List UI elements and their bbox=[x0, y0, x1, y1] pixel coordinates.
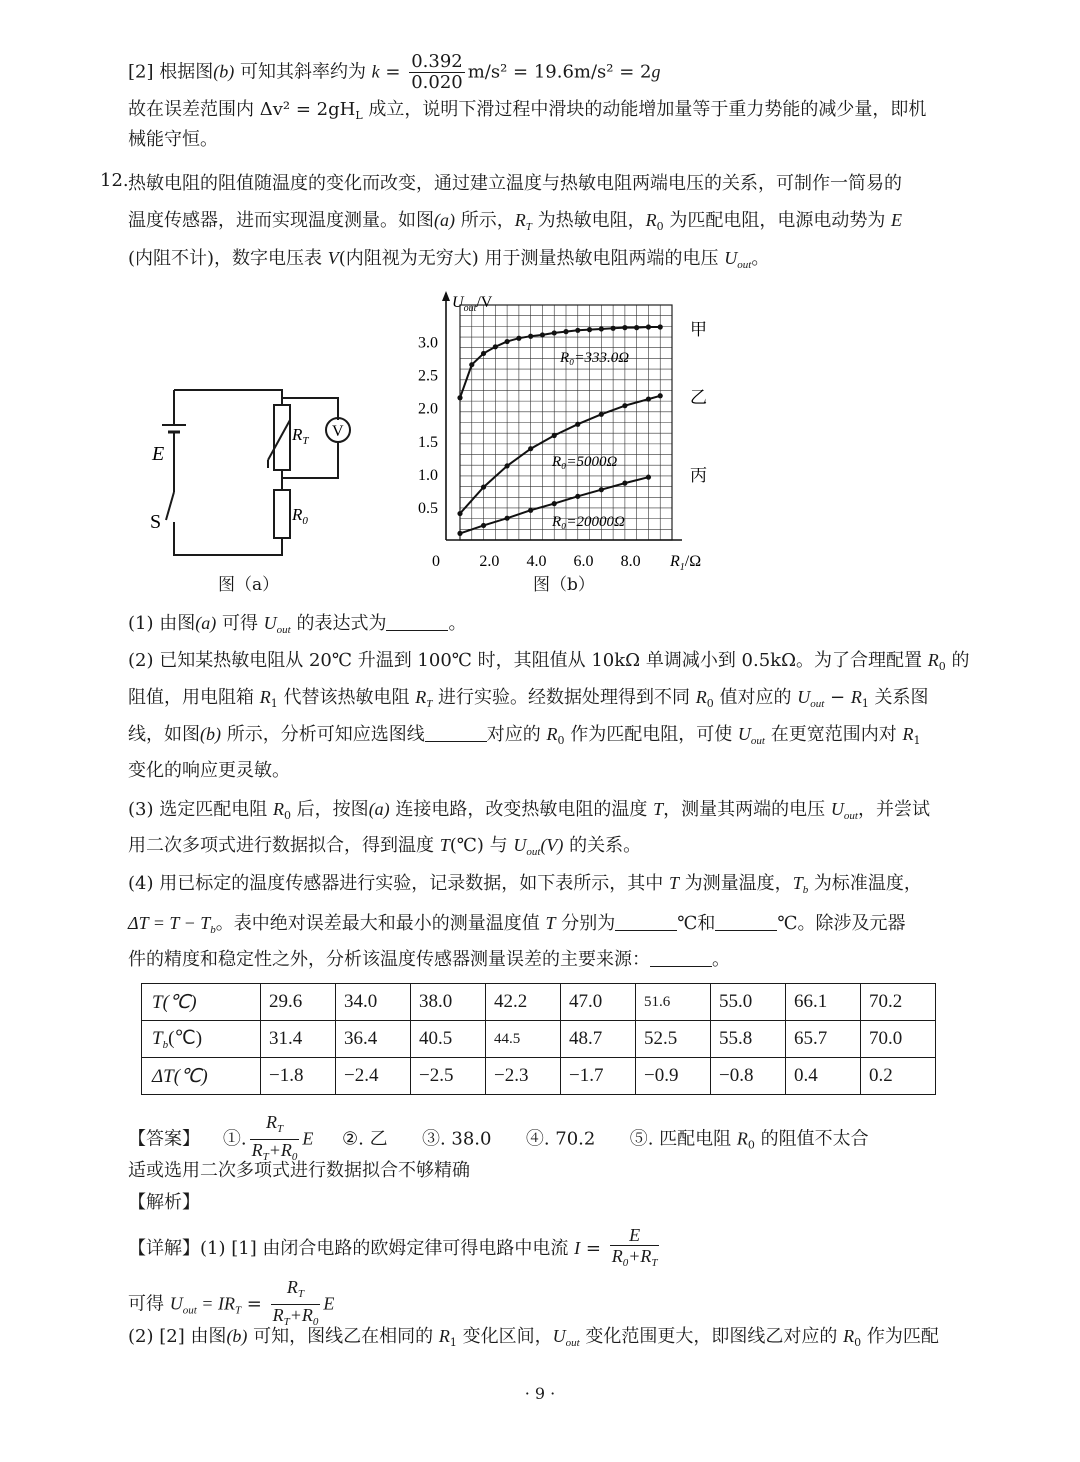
figure-b-caption: 图（b） bbox=[533, 575, 595, 595]
analysis-line-2: 可得 $U_{out} = IR_T$ = $\frac{R_T}{R_T+R_0}$ E bbox=[128, 1277, 334, 1332]
data-point bbox=[552, 433, 557, 438]
part-3-line-2: 用二次多项式进行数据拟合，得到温度 T(℃) 与 $U_{out}(V)$ 的关系。 bbox=[128, 835, 642, 858]
answer-blank-2[interactable] bbox=[425, 723, 487, 742]
y-tick-label: 1.5 bbox=[418, 433, 438, 451]
data-point bbox=[505, 463, 510, 468]
data-point bbox=[457, 531, 462, 536]
question-line-2: 温度传感器，进而实现温度测量。如图(a) 所示，$R_T$ 为热敏电阻，$R_0$ 为匹配电阻，电源电动势为 E bbox=[128, 210, 903, 233]
circuit-label-R0: $R_0$ bbox=[292, 505, 308, 527]
table-cell: −1.7 bbox=[561, 1058, 636, 1095]
part-1: (1) 由图(a) 可得 $U_{out}$ 的表达式为 。 bbox=[128, 613, 467, 636]
data-point bbox=[658, 393, 663, 398]
answer-blank-5[interactable] bbox=[650, 948, 712, 967]
intro-line-1: [2] 根据图(b) 可知其斜率约为 k = $\frac{0.392}{0.020}$ m/s² = 19.6m/s² = 2g bbox=[128, 51, 661, 93]
data-point bbox=[622, 325, 627, 330]
table-cell: 70.0 bbox=[861, 1021, 936, 1058]
chart-ticks bbox=[418, 335, 641, 570]
table-cell: 55.8 bbox=[711, 1021, 786, 1058]
analysis-label: 【解析】 bbox=[128, 1192, 200, 1213]
series-name-label: 丙 bbox=[690, 466, 707, 485]
data-point bbox=[528, 446, 533, 451]
table-cell: 42.2 bbox=[486, 984, 561, 1021]
answer-fraction: $\frac{R_T}{R_T+R_0}$ bbox=[251, 1112, 298, 1163]
data-point bbox=[481, 351, 486, 356]
table-cell: 55.0 bbox=[711, 984, 786, 1021]
data-point bbox=[587, 327, 592, 332]
intro-line-3: 械能守恒。 bbox=[128, 129, 218, 150]
table-cell: 66.1 bbox=[786, 984, 861, 1021]
question-line-3: (内阻不计)，数字电压表 V(内阻视为无穷大) 用于测量热敏电阻两端的电压 $U_{out}$。 bbox=[128, 248, 770, 271]
table-cell: −2.5 bbox=[411, 1058, 486, 1095]
y-tick-label: 2.0 bbox=[418, 400, 438, 418]
table-cell: 38.0 bbox=[411, 984, 486, 1021]
chart-axes bbox=[442, 291, 682, 540]
circuit-label-E: E bbox=[152, 443, 165, 465]
analysis-line-1: 【详解】(1) [1] 由闭合电路的欧姆定律可得电路中电流 I = $\frac{E}{R_0+R_T}$ bbox=[128, 1225, 662, 1273]
table-cell: 36.4 bbox=[336, 1021, 411, 1058]
table-cell: 65.7 bbox=[786, 1021, 861, 1058]
data-point bbox=[646, 475, 651, 480]
part-2-line-2: 阻值，用电阻箱 $R_1$ 代替该热敏电阻 $R_T$ 进行实验。经数据处理得到不同 $R_0$ 值对应的 $U_{out} - R_1$ 关系图 bbox=[128, 687, 929, 710]
chart-x-label: $R_1/\Omega$ bbox=[670, 553, 702, 573]
data-point bbox=[658, 324, 663, 329]
table-row bbox=[142, 1058, 936, 1095]
table-row bbox=[142, 984, 936, 1021]
data-point bbox=[599, 412, 604, 417]
data-point bbox=[516, 336, 521, 341]
data-point bbox=[481, 523, 486, 528]
table-cell: −2.4 bbox=[336, 1058, 411, 1095]
part-2-line-1: (2) 已知某热敏电阻从 20℃ 升温到 100℃ 时，其阻值从 10kΩ 单调减小到 0.5kΩ。为了合理配置 $R_0$ 的 bbox=[128, 650, 970, 673]
part-2-line-3: 线，如图(b) 所示，分析可知应选图线 对应的 $R_0$ 作为匹配电阻，可使 $U_{out}$ 在更宽范围内对 $R_1$ bbox=[128, 724, 921, 747]
series-annotation: R₀=5000Ω bbox=[552, 454, 618, 470]
table-cell: −2.3 bbox=[486, 1058, 561, 1095]
x-tick-label: 6.0 bbox=[573, 553, 594, 570]
answer-blank-4[interactable] bbox=[715, 912, 777, 931]
table-cell: 70.2 bbox=[861, 984, 936, 1021]
figure-a-caption: 图（a） bbox=[218, 575, 280, 595]
page-number: · 9 · bbox=[524, 1384, 556, 1403]
table-cell: 0.4 bbox=[786, 1058, 861, 1095]
table-cell: 47.0 bbox=[561, 984, 636, 1021]
table-header-dT: ΔT(℃) bbox=[142, 1058, 261, 1095]
data-point bbox=[457, 511, 462, 516]
answer-blank-3[interactable] bbox=[615, 912, 677, 931]
y-tick-label: 0.5 bbox=[418, 499, 438, 517]
answer-line-1: 【答案】 ①. $\frac{R_T}{R_T+R_0}$ E ②. 乙 ③. 38.0 ④. 70.2 ⑤. 匹配电阻 $R_0$ 的阻值不太合 bbox=[128, 1112, 869, 1167]
intro-line-2: 故在误差范围内 $\Delta v^2 = 2gH_L$ 成立，说明下滑过程中滑块的动能增加量等于重力势能的减少量，即机 bbox=[128, 99, 927, 122]
data-point bbox=[634, 325, 639, 330]
y-tick-label: 2.5 bbox=[418, 367, 438, 385]
y-axis-arrow bbox=[442, 291, 450, 301]
chart-uout-vs-r1 bbox=[400, 285, 730, 575]
table-cell: −1.8 bbox=[261, 1058, 336, 1095]
table-cell: 29.6 bbox=[261, 984, 336, 1021]
data-point bbox=[622, 403, 627, 408]
series-name-label: 甲 bbox=[690, 320, 707, 339]
data-point bbox=[540, 332, 545, 337]
data-point bbox=[575, 494, 580, 499]
table-cell: 44.5 bbox=[486, 1021, 561, 1058]
part-2-line-4: 变化的响应更灵敏。 bbox=[128, 760, 290, 781]
x-tick-label: 4.0 bbox=[526, 553, 547, 570]
answer-blank-1[interactable] bbox=[386, 612, 448, 631]
table-cell: 51.6 bbox=[636, 984, 711, 1021]
circuit-label-S: S bbox=[150, 511, 162, 533]
question-line-1: 热敏电阻的阻值随温度的变化而改变，通过建立温度与热敏电阻两端电压的关系，可制作一简易的 bbox=[128, 173, 902, 194]
x-tick-label: 8.0 bbox=[620, 553, 641, 570]
table-cell: 31.4 bbox=[261, 1021, 336, 1058]
data-point bbox=[469, 362, 474, 367]
part-3-line-1: (3) 选定匹配电阻 $R_0$ 后，按图(a) 连接电路，改变热敏电阻的温度 T，测量其两端的电压 $U_{out}$，并尝试 bbox=[128, 799, 930, 822]
data-point bbox=[481, 484, 486, 489]
circuit-diagram bbox=[140, 380, 370, 570]
data-point bbox=[646, 396, 651, 401]
data-point bbox=[575, 422, 580, 427]
data-point bbox=[493, 344, 498, 349]
data-point bbox=[599, 487, 604, 492]
table-header-T: T(℃) bbox=[142, 984, 261, 1021]
circuit-label-RT: $R_T$ bbox=[292, 425, 309, 447]
table-cell: 52.5 bbox=[636, 1021, 711, 1058]
x-tick-label: 2.0 bbox=[479, 553, 500, 570]
part-4-line-1: (4) 用已标定的温度传感器进行实验，记录数据，如下表所示，其中 T 为测量温度，$T_b$ 为标准温度， bbox=[128, 873, 922, 896]
y-tick-label: 3.0 bbox=[418, 334, 438, 352]
table-header-Tb: $T_b(℃)$ bbox=[142, 1021, 261, 1058]
table-cell: 48.7 bbox=[561, 1021, 636, 1058]
part-4-line-3: 件的精度和稳定性之外，分析该温度传感器测量误差的主要来源： 。 bbox=[128, 949, 730, 970]
data-point bbox=[505, 339, 510, 344]
answer-line-2: 适或选用二次多项式进行数据拟合不够精确 bbox=[128, 1160, 470, 1181]
chart-series bbox=[457, 320, 707, 536]
table-cell: 34.0 bbox=[336, 984, 411, 1021]
data-point bbox=[528, 334, 533, 339]
data-point bbox=[622, 481, 627, 486]
series-annotation: R₀=20000Ω bbox=[552, 514, 625, 530]
chart-grid bbox=[460, 305, 672, 540]
data-point bbox=[611, 326, 616, 331]
chart-origin-label: 0 bbox=[432, 553, 440, 570]
temperature-table bbox=[141, 983, 936, 1095]
data-point bbox=[646, 324, 651, 329]
data-point bbox=[505, 516, 510, 521]
series-name-label: 乙 bbox=[690, 388, 707, 407]
y-tick-label: 1.0 bbox=[418, 466, 438, 484]
table-cell: 0.2 bbox=[861, 1058, 936, 1095]
data-point bbox=[552, 501, 557, 506]
table-cell: 40.5 bbox=[411, 1021, 486, 1058]
current-fraction: $\frac{E}{R_0+R_T}$ bbox=[611, 1225, 658, 1269]
series-annotation: R₀=333.0Ω bbox=[560, 350, 630, 366]
circuit-label-V: V bbox=[332, 423, 344, 440]
analysis-line-3: (2) [2] 由图(b) 可知，图线乙在相同的 $R_1$ 变化区间，$U_{out}$ 变化范围更大，即图线乙对应的 $R_0$ 作为匹配 bbox=[128, 1326, 939, 1349]
slope-fraction: $\frac{0.392}{0.020}$ bbox=[411, 51, 463, 93]
data-point bbox=[457, 395, 462, 400]
data-point bbox=[552, 330, 557, 335]
data-point bbox=[599, 326, 604, 331]
table-row bbox=[142, 1021, 936, 1058]
chart-y-label: $U_{out}/V$ bbox=[452, 294, 493, 314]
data-point bbox=[528, 508, 533, 513]
part-4-line-2: $\Delta T = T - T_b$。表中绝对误差最大和最小的测量温度值 T 分别为 ℃和 ℃。除涉及元器 bbox=[128, 913, 906, 936]
data-point bbox=[575, 328, 580, 333]
data-point bbox=[563, 329, 568, 334]
uout-fraction: $\frac{R_T}{R_T+R_0}$ bbox=[272, 1277, 319, 1328]
table-cell: −0.8 bbox=[711, 1058, 786, 1095]
question-number: 12. bbox=[100, 170, 129, 191]
table-cell: −0.9 bbox=[636, 1058, 711, 1095]
